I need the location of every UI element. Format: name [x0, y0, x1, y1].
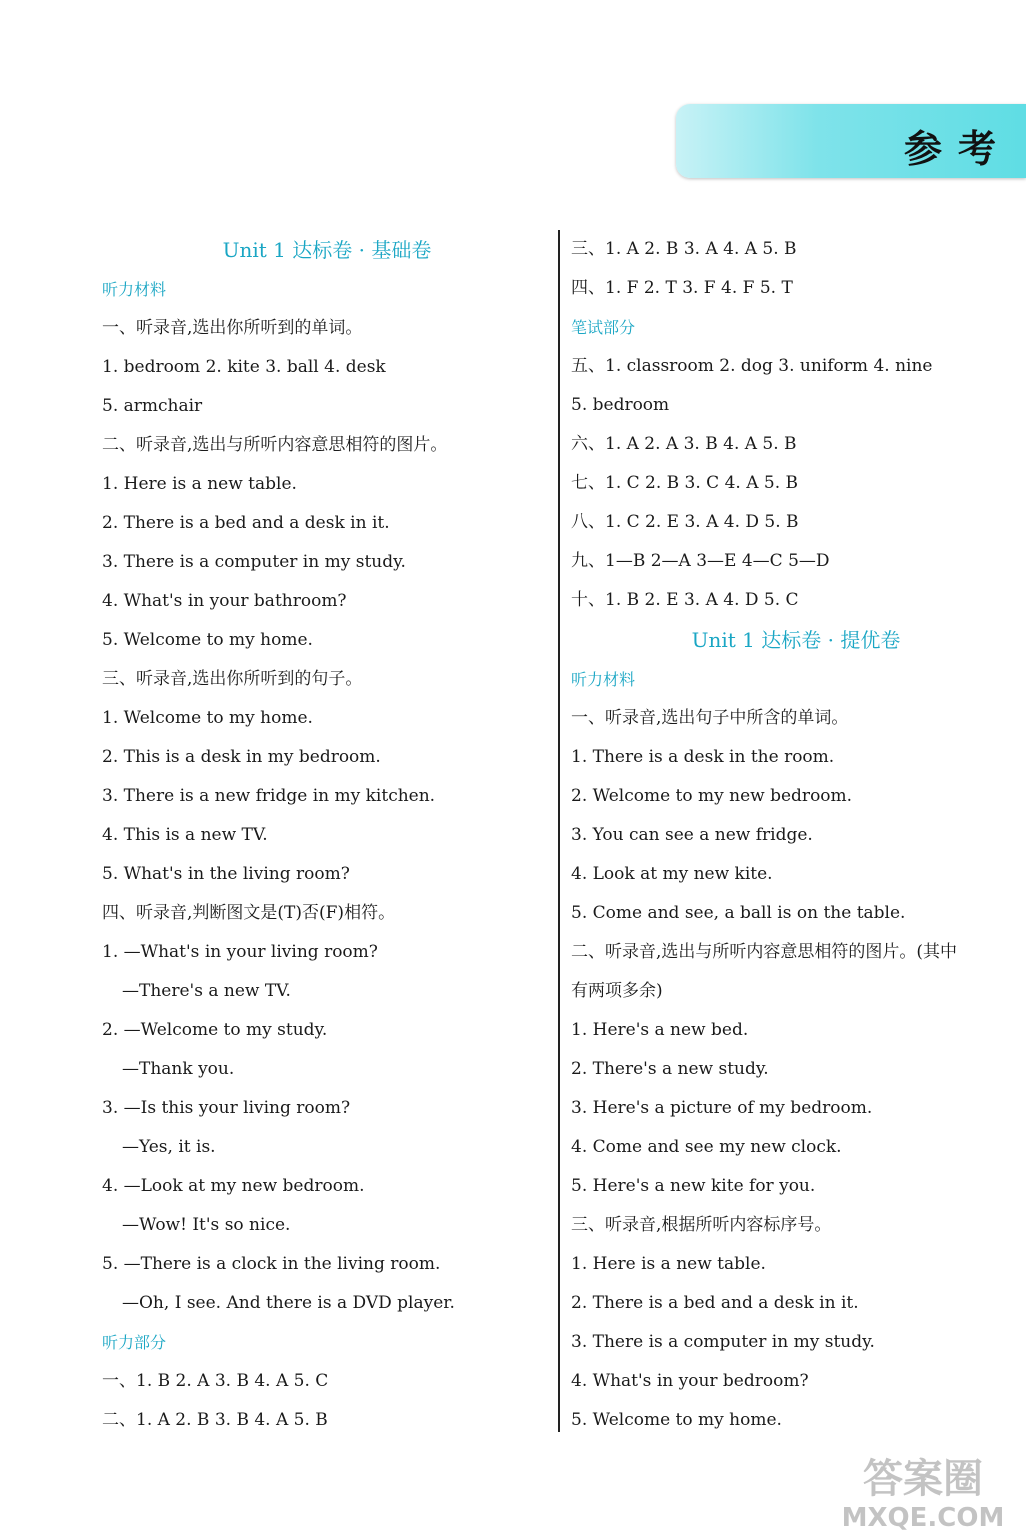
text-line: 四、听录音,判断图文是(T)否(F)相符。	[102, 903, 396, 923]
watermark-logo	[828, 1442, 1018, 1532]
header-banner	[676, 104, 1026, 178]
text-line: —Yes, it is.	[122, 1137, 216, 1157]
text-line: 2. There is a bed and a desk in it.	[571, 1293, 859, 1313]
text-line: 4. Come and see my new clock.	[571, 1137, 842, 1157]
left-column	[102, 230, 552, 1440]
text-line: 五、1. classroom 2. dog 3. uniform 4. nine	[571, 356, 933, 376]
text-line: 二、1. A 2. B 3. B 4. A 5. B	[102, 1410, 328, 1430]
text-line: 1. Here is a new table.	[102, 474, 297, 494]
text-line: 1. Here is a new table.	[571, 1254, 766, 1274]
text-line: 5. Welcome to my home.	[102, 630, 313, 650]
text-line: 有两项多余)	[571, 981, 663, 1001]
text-line: 4. Look at my new kite.	[571, 864, 773, 884]
text-line: 5. —There is a clock in the living room.	[102, 1254, 441, 1274]
text-line: 三、1. A 2. B 3. A 4. A 5. B	[571, 239, 797, 259]
page-title: 参考	[903, 127, 1012, 171]
text-line: 3. —Is this your living room?	[102, 1098, 351, 1118]
unit-title-advanced: Unit 1 达标卷 · 提优卷	[691, 628, 901, 652]
right-top-lines	[571, 230, 1021, 620]
text-line: 二、听录音,选出与所听内容意思相符的图片。	[102, 435, 448, 455]
text-line: 三、听录音,根据所听内容标序号。	[571, 1215, 832, 1235]
text-line: —Thank you.	[122, 1059, 235, 1079]
column-divider	[558, 230, 560, 1432]
right-bottom-lines	[571, 660, 1021, 1440]
text-line: 5. What's in the living room?	[102, 864, 350, 884]
text-line: 三、听录音,选出你所听到的句子。	[102, 669, 363, 689]
text-line: 一、听录音,选出你所听到的单词。	[102, 318, 363, 338]
text-line: 八、1. C 2. E 3. A 4. D 5. B	[571, 512, 799, 532]
text-line: 3. You can see a new fridge.	[571, 825, 813, 845]
section-label: 笔试部分	[571, 318, 636, 337]
text-line: 1. bedroom 2. kite 3. ball 4. desk	[102, 357, 386, 377]
text-line: 2. —Welcome to my study.	[102, 1020, 328, 1040]
text-line: 二、听录音,选出与所听内容意思相符的图片。(其中	[571, 942, 958, 962]
unit-title-basic: Unit 1 达标卷 · 基础卷	[222, 238, 432, 262]
text-line: 5. armchair	[102, 396, 203, 416]
text-line: 一、听录音,选出句子中所含的单词。	[571, 708, 849, 728]
text-line: 5. Come and see, a ball is on the table.	[571, 903, 906, 923]
text-line: 3. Here's a picture of my bedroom.	[571, 1098, 873, 1118]
text-line: 2. There's a new study.	[571, 1059, 769, 1079]
section-label: 听力部分	[102, 1333, 167, 1352]
text-line: 1. Here's a new bed.	[571, 1020, 749, 1040]
section-label: 听力材料	[102, 280, 167, 299]
text-line: 六、1. A 2. A 3. B 4. A 5. B	[571, 434, 797, 454]
watermark-sub: MXQE.COM	[841, 1503, 1005, 1532]
text-line: —Oh, I see. And there is a DVD player.	[122, 1293, 455, 1313]
text-line: 四、1. F 2. T 3. F 4. F 5. T	[571, 278, 793, 298]
text-line: 九、1—B 2—A 3—E 4—C 5—D	[571, 551, 830, 571]
text-line: 1. There is a desk in the room.	[571, 747, 835, 767]
text-line: 2. This is a desk in my bedroom.	[102, 747, 381, 767]
text-line: 七、1. C 2. B 3. C 4. A 5. B	[571, 473, 799, 493]
text-line: 3. There is a computer in my study.	[571, 1332, 875, 1352]
text-line: 3. There is a new fridge in my kitchen.	[102, 786, 436, 806]
text-line: 2. Welcome to my new bedroom.	[571, 786, 853, 806]
text-line: 2. There is a bed and a desk in it.	[102, 513, 390, 533]
right-column	[571, 230, 1021, 1440]
text-line: 4. This is a new TV.	[102, 825, 268, 845]
text-line: 5. Here's a new kite for you.	[571, 1176, 816, 1196]
text-line: 十、1. B 2. E 3. A 4. D 5. C	[571, 590, 799, 610]
text-line: 4. What's in your bathroom?	[102, 591, 347, 611]
text-line: 3. There is a computer in my study.	[102, 552, 406, 572]
section-label: 听力材料	[571, 670, 636, 689]
text-line: 5. Welcome to my home.	[571, 1410, 782, 1430]
text-line: 1. Welcome to my home.	[102, 708, 313, 728]
text-line: 4. What's in your bedroom?	[571, 1371, 809, 1391]
text-line: 4. —Look at my new bedroom.	[102, 1176, 365, 1196]
left-lines	[102, 270, 552, 1440]
watermark-text: 答案圈	[863, 1456, 983, 1502]
text-line: —Wow! It's so nice.	[122, 1215, 291, 1235]
text-line: —There's a new TV.	[122, 981, 291, 1001]
text-line: 一、1. B 2. A 3. B 4. A 5. C	[102, 1371, 329, 1391]
text-line: 1. —What's in your living room?	[102, 942, 378, 962]
text-line: 5. bedroom	[571, 395, 670, 415]
